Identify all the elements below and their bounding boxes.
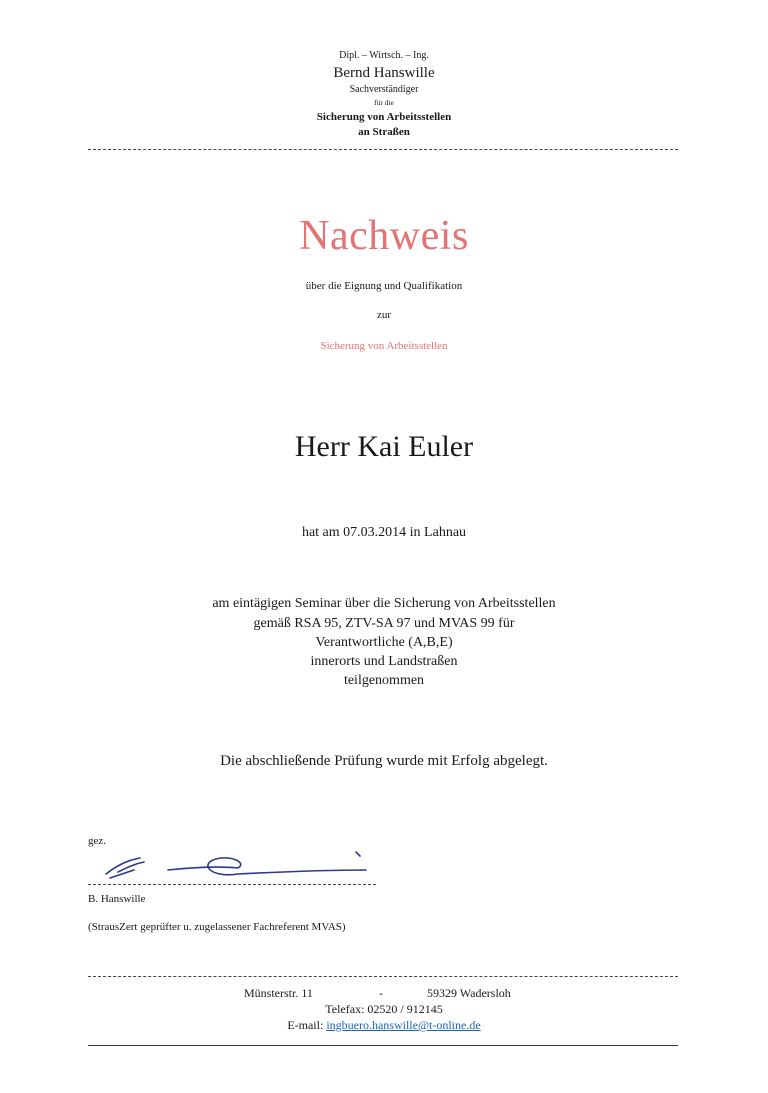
handwritten-signature xyxy=(88,848,378,884)
body-line: innerorts und Landstraßen xyxy=(310,654,458,669)
footer-email-link[interactable]: ingbuero.hanswille@t-online.de xyxy=(326,1018,481,1032)
letterhead-subject-line1: Sicherung von Arbeitsstellen xyxy=(316,111,452,123)
certificate-preposition: zur xyxy=(376,309,392,321)
letterhead-degree: Dipl. – Wirtsch. – Ing. xyxy=(339,50,429,61)
signer-name: B. Hanswille xyxy=(88,893,146,905)
letterhead-role: Sachverständiger xyxy=(349,84,419,95)
footer-address xyxy=(244,985,526,1001)
body-line: am eintägigen Seminar über die Sicherung von Arbeitsstellen xyxy=(212,596,556,611)
certificate-title: Nachweis xyxy=(299,213,469,259)
letterhead-name: Bernd Hanswille xyxy=(333,65,435,81)
recipient-name: Herr Kai Euler xyxy=(294,430,474,463)
body-line: gemäß RSA 95, ZTV-SA 97 und MVAS 99 für xyxy=(253,616,515,631)
certificate-topic: Sicherung von Arbeitsstellen xyxy=(320,340,448,352)
footer-city: 59329 Wadersloh xyxy=(427,986,511,1000)
letterhead-divider xyxy=(88,149,678,150)
signer-caption: (StrausZert geprüfter u. zugelassener Fachreferent MVAS) xyxy=(88,921,346,933)
gez-label: gez. xyxy=(88,835,107,847)
footer-separator: - xyxy=(379,986,383,1000)
signature-line xyxy=(88,884,376,885)
footer-email-label: E-mail: xyxy=(287,1018,324,1032)
footer-street: Münsterstr. 11 xyxy=(244,986,313,1000)
body-line: teilgenommen xyxy=(343,673,425,688)
date-place: hat am 07.03.2014 in Lahnau xyxy=(301,525,467,540)
exam-result: Die abschließende Prüfung wurde mit Erfolg abgelegt. xyxy=(220,753,548,769)
footer-email-row xyxy=(0,1017,768,1033)
footer-fax: Telefax: 02520 / 912145 xyxy=(325,1002,443,1016)
body-line: Verantwortliche (A,B,E) xyxy=(315,635,453,650)
footer-bottom-rule xyxy=(88,1045,678,1046)
letterhead-subject-line2: an Straßen xyxy=(358,126,410,138)
certificate-subtitle: über die Eignung und Qualifikation xyxy=(305,280,463,292)
footer-divider xyxy=(88,976,678,977)
letterhead-for: für die xyxy=(374,98,394,107)
